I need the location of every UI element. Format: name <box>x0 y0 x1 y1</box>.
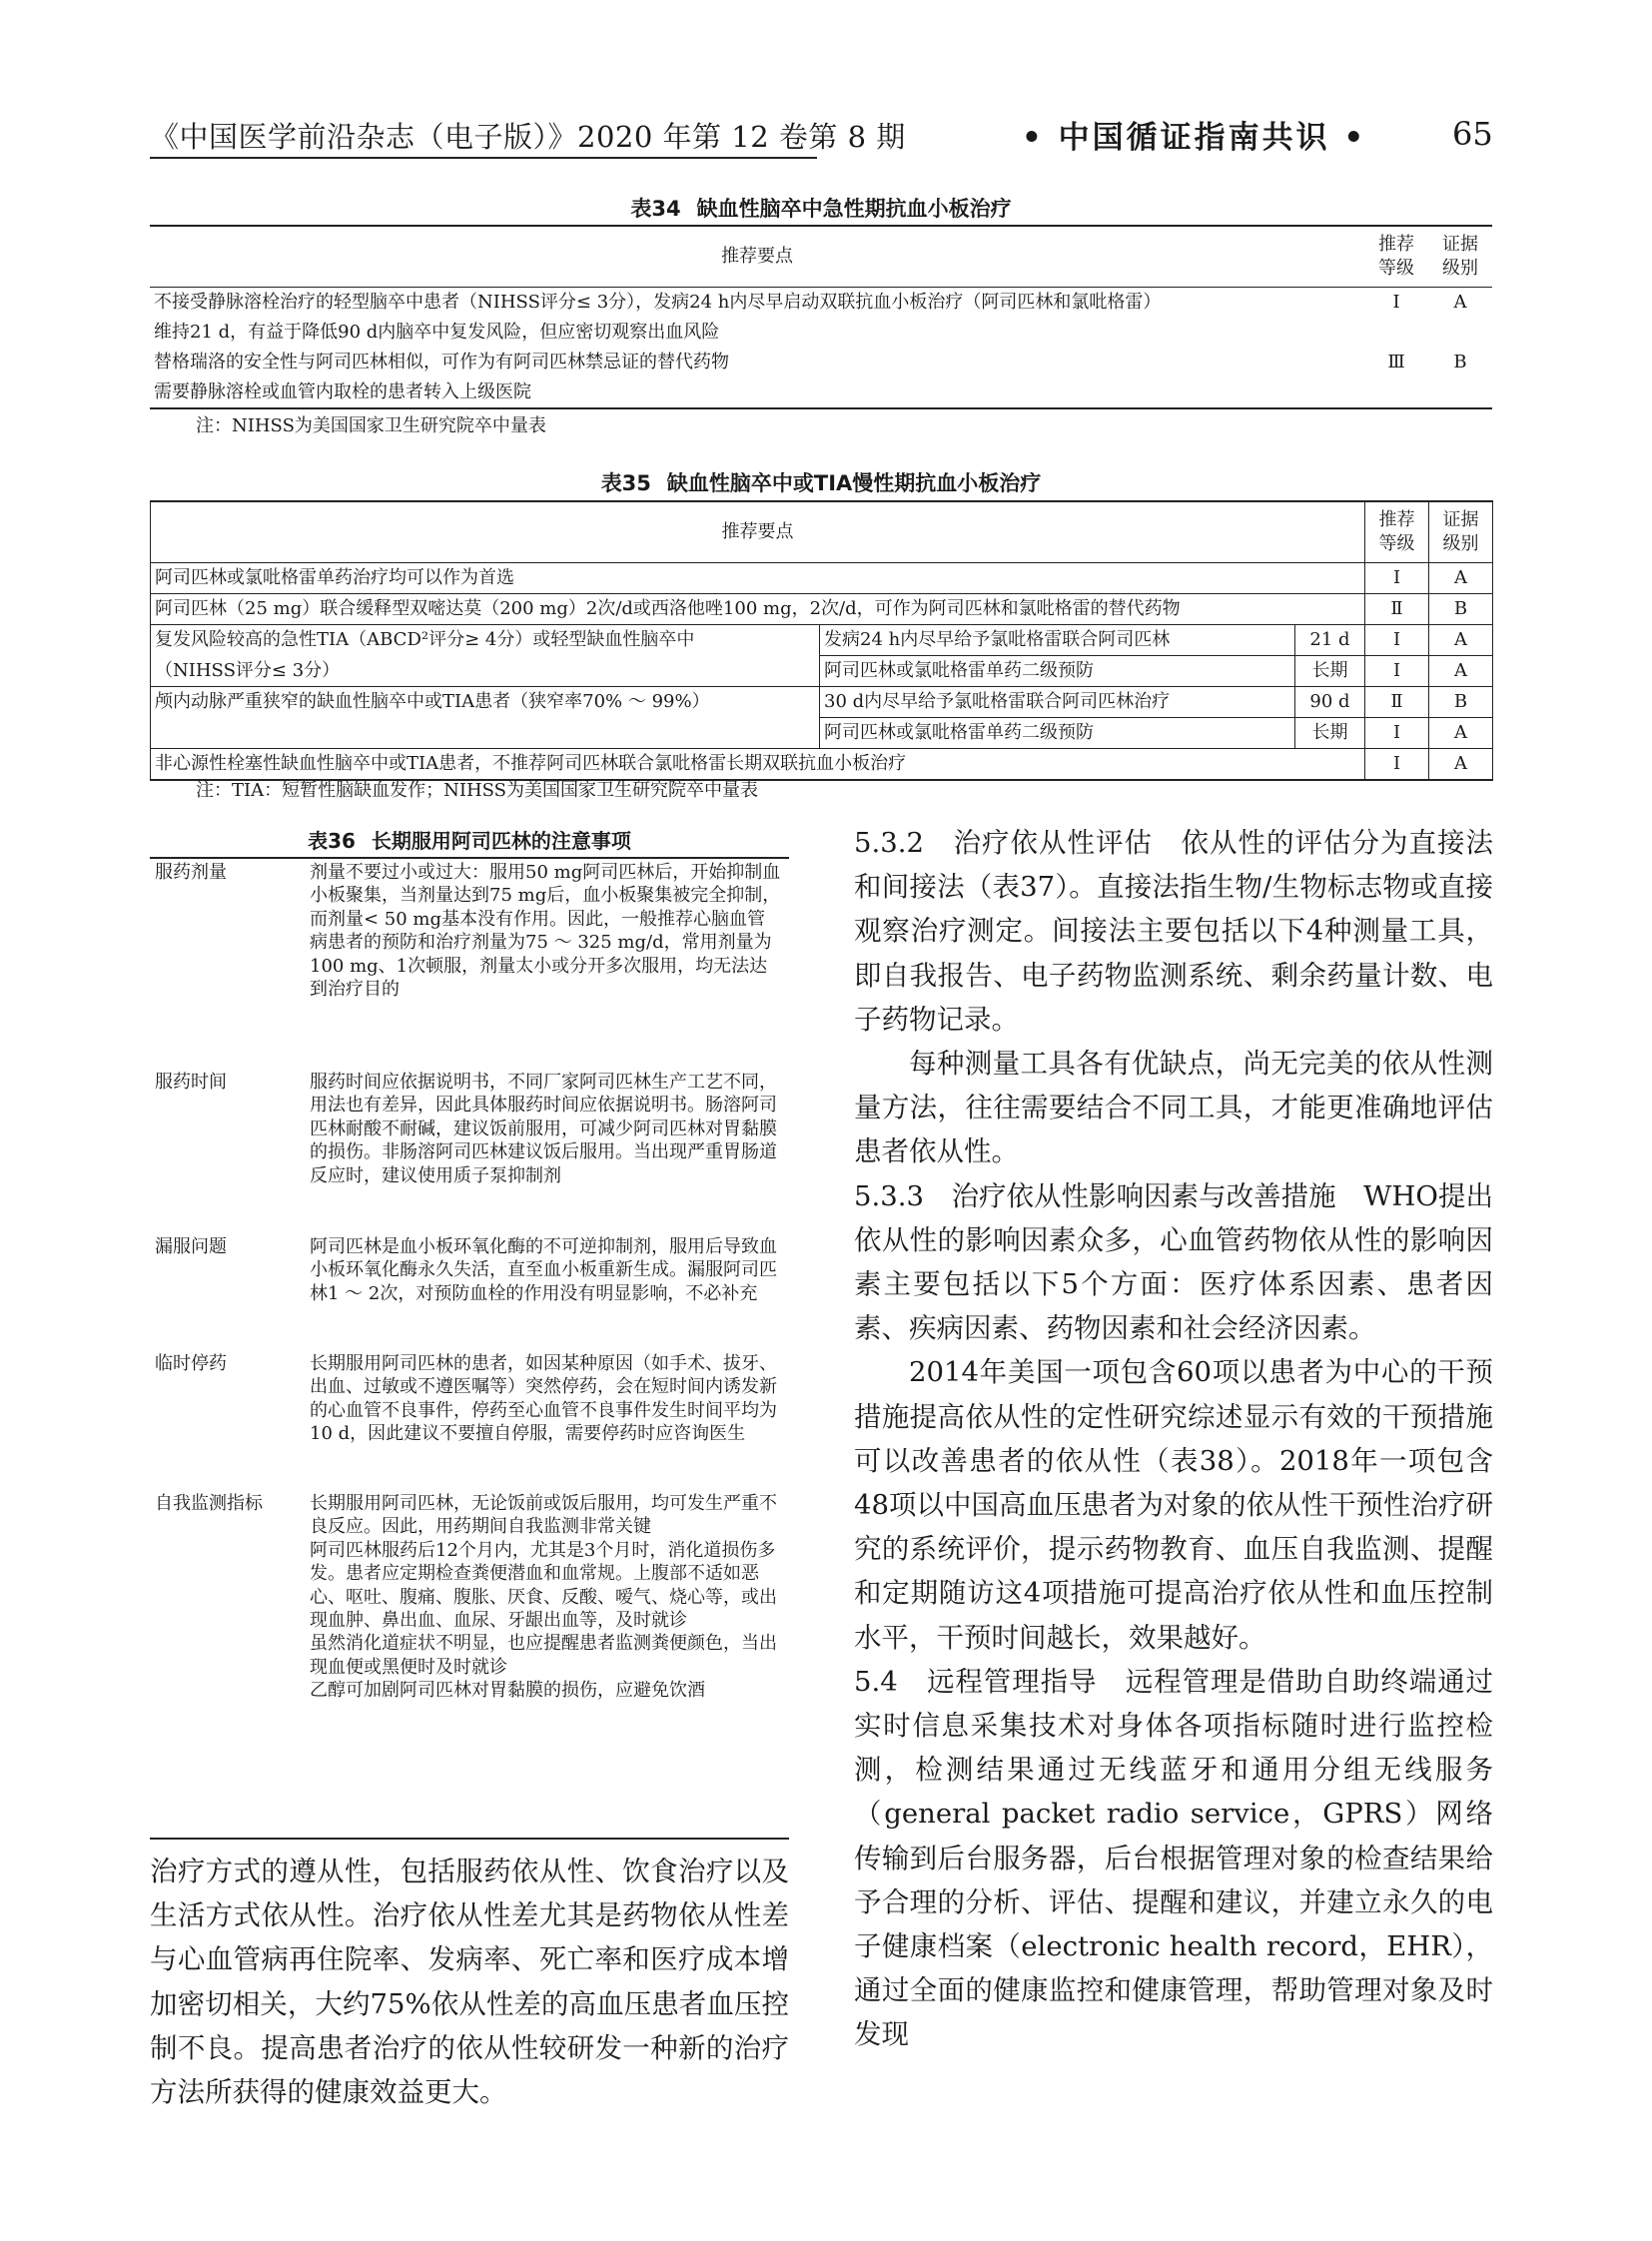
table-row <box>151 687 1493 718</box>
table34-cell: 维持21 d，有益于降低90 d内脑卒中复发风险，但应密切观察出血风险 <box>154 322 720 343</box>
table-row <box>155 861 782 1071</box>
table34-head-level: 推荐 等级 <box>1364 226 1428 288</box>
table34-title: 缺血性脑卒中急性期抗血小板治疗 <box>696 197 1012 221</box>
table35-cell: 非心源性栓塞性缺血性脑卒中或TIA患者，不推荐阿司匹林联合氯吡格雷长期双联抗血小板治疗 <box>151 749 1365 781</box>
table35-grade: A <box>1454 753 1467 774</box>
table35-grade: A <box>1429 718 1493 749</box>
table36-text: 阿司匹林服药后12个月内，尤其是3个月时，消化道损伤多发。患者应定期检查粪便潜血和血常规。上腹部不适如恶心、呕吐、腹痛、腹胀、厌食、反酸、嗳气、烧心等，或出现血肿、鼻出血、血尿、牙龈出血等，及时就诊 <box>310 1539 777 1632</box>
left-body-text <box>150 1850 789 2114</box>
table35-level: Ⅰ <box>1365 563 1429 594</box>
table35-cell: （NIHSS评分≤ 3分） <box>151 656 820 687</box>
section-5-3-2 <box>854 821 1493 1042</box>
table36-key: 漏服问题 <box>155 1236 227 1257</box>
table36-key: 服药剂量 <box>155 862 227 883</box>
table36-caption <box>150 825 789 854</box>
table35-level: Ⅰ <box>1365 749 1429 781</box>
table35-subcell: 阿司匹林或氯吡格雷单药二级预防 <box>820 718 1295 749</box>
table35-caption <box>150 467 1492 497</box>
table35-head-rec: 推荐要点 <box>151 501 1365 563</box>
table36-text: 剂量不要过小或过大：服用50 mg阿司匹林后，开始抑制血小板聚集，当剂量达到75 mg后，血小板聚集被完全抑制，而剂量< 50 mg基本没有作用。因此，一般推荐心脑血管病患者的预防和治疗剂量为75 ～ 325 mg/d，常用剂量为100 mg、1次顿服，剂量太小或分开多次服用，均无法达到治疗目的 <box>310 862 781 1001</box>
section-5-3-3 <box>854 1174 1493 1351</box>
table-row <box>155 1352 782 1492</box>
table36-text: 长期服用阿司匹林的患者，如因某种原因（如手术、拔牙、出血、过敏或不遵医嘱等）突然停药，会在短时间内诱发新的心血管不良事件，停药至心血管不良事件发生时间平均为10 d，因此建议不要擅自停服，需要停药时应咨询医生 <box>310 1353 777 1445</box>
table-row <box>155 1492 782 1703</box>
table34-head-grade: 证据 级别 <box>1428 226 1492 288</box>
table35-grade: A <box>1429 656 1493 687</box>
table35-header-row <box>151 501 1493 563</box>
table35-cell: 复发风险较高的急性TIA（ABCD²评分≥ 4分）或轻型缺血性脑卒中 <box>151 625 820 656</box>
page-number: 65 <box>1452 115 1493 153</box>
table35-level: Ⅰ <box>1365 656 1429 687</box>
table34-cell: 不接受静脉溶栓治疗的轻型脑卒中患者（NIHSS评分≤ 3分），发病24 h内尽早启动双联抗血小板治疗（阿司匹林和氯吡格雷） <box>154 292 1162 313</box>
section-heading: 5.3.2 治疗依从性评估 <box>854 827 1153 859</box>
table-row <box>150 377 1492 408</box>
table34-level: Ⅰ <box>1392 292 1400 313</box>
table35-grade: B <box>1429 594 1493 625</box>
table35-cell: 颅内动脉严重狭窄的缺血性脑卒中或TIA患者（狭窄率70% ～ 99%） <box>151 687 820 718</box>
paragraph: 远程管理是借助自助终端通过实时信息采集技术对身体各项指标随时进行监控检测，检测结果通过无线蓝牙和通用分组无线服务（general packet radio service，GPRS）网络传输到后台服务器，后台根据管理对象的检查结果给予合理的分析、评估、提醒和建议，并建立永久的电子健康档案（electronic health record，EHR），通过全面的健康监控和健康管理，帮助管理对象及时发现 <box>854 1665 1494 2051</box>
journal-header: 《中国医学前沿杂志（电子版）》2020 年第 12 卷第 8 期 <box>150 120 906 154</box>
table35-head-level: 推荐 等级 <box>1365 501 1429 563</box>
paragraph: 依从性的评估分为直接法和间接法（表37）。直接法指生物/生物标志物或直接观察治疗测定。间接法主要包括以下4种测量工具，即自我报告、电子药物监测系统、剩余药量计数、电子药物记录。 <box>854 827 1494 1036</box>
table35-subcell: 30 d内尽早给予氯吡格雷联合阿司匹林治疗 <box>820 687 1295 718</box>
table35 <box>150 500 1493 781</box>
table34-caption <box>150 193 1492 223</box>
table34-cell: 需要静脉溶栓或血管内取栓的患者转入上级医院 <box>154 381 531 402</box>
table34-grade <box>1428 318 1492 348</box>
table36-text: 长期服用阿司匹林，无论饭前或饭后服用，均可发生严重不良反应。因此，用药期间自我监测非常关键 <box>310 1493 777 1538</box>
table35-level: Ⅰ <box>1365 625 1429 656</box>
table35-cell: 阿司匹林（25 mg）联合缓释型双嘧达莫（200 mg）2次/d或西洛他唑100 mg，2次/d，可作为阿司匹林和氯吡格雷的替代药物 <box>151 594 1365 625</box>
table-row <box>151 625 1493 656</box>
table34-level <box>1364 377 1428 408</box>
table-row <box>151 718 1493 749</box>
table35-level: Ⅱ <box>1365 687 1429 718</box>
table34-cell: 替格瑞洛的安全性与阿司匹林相似，可作为有阿司匹林禁忌证的替代药物 <box>154 352 729 373</box>
table35-grade: A <box>1429 563 1493 594</box>
table34 <box>150 225 1492 409</box>
table34-header-row <box>150 226 1492 288</box>
right-column <box>854 821 1493 2057</box>
table35-duration: 长期 <box>1295 718 1365 749</box>
section-heading: 5.3.3 治疗依从性影响因素与改善措施 <box>854 1179 1336 1212</box>
paragraph: 每种测量工具各有优缺点，尚无完美的依从性测量方法，往往需要结合不同工具，才能更准确地评估患者依从性。 <box>854 1048 1493 1168</box>
table35-title: 缺血性脑卒中或TIA慢性期抗血小板治疗 <box>666 471 1042 495</box>
table35-grade: B <box>1429 687 1493 718</box>
table-row <box>151 594 1493 625</box>
table34-level <box>1364 318 1428 348</box>
table35-cell: 阿司匹林或氯吡格雷单药治疗均可以作为首选 <box>151 563 1365 594</box>
table36-text: 乙醇可加剧阿司匹林对胃黏膜的损伤，应避免饮酒 <box>310 1680 705 1702</box>
table36-text: 服药时间应依据说明书，不同厂家阿司匹林生产工艺不同，用法也有差异，因此具体服药时间应依据说明书。肠溶阿司匹林耐酸不耐碱，建议饭前服用，可减少阿司匹林对胃黏膜的损伤。非肠溶阿司匹林建议饭后服用。当出现严重胃肠道反应时，建议使用质子泵抑制剂 <box>310 1072 777 1186</box>
table34-grade <box>1428 377 1492 408</box>
table-row <box>155 1071 782 1235</box>
table35-duration: 长期 <box>1295 656 1365 687</box>
section-header: • 中国循证指南共识 • <box>1022 120 1367 156</box>
header-rule <box>150 157 817 159</box>
table-row <box>150 318 1492 348</box>
table36-title: 长期服用阿司匹林的注意事项 <box>371 829 631 853</box>
table34-grade: A <box>1453 292 1467 313</box>
section-5-4 <box>854 1660 1493 2057</box>
table34-head-rec: 推荐要点 <box>150 226 1364 288</box>
paragraph: 2014年美国一项包含60项以患者为中心的干预措施提高依从性的定性研究综述显示有效的干预措施可以改善患者的依从性（表38）。2018年一项包含48项以中国高血压患者为对象的依从性干预性治疗研究的系统评价，提示药物教育、血压自我监测、提醒和定期随访这4项措施可提高治疗依从性和血压控制水平，干预时间越长，效果越好。 <box>854 1356 1493 1654</box>
table35-number: 表35 <box>600 471 651 495</box>
table36-text: 虽然消化道症状不明显，也应提醒患者监测粪便颜色，当出现血便或黑便时及时就诊 <box>310 1633 777 1678</box>
table-row <box>151 656 1493 687</box>
table-row <box>150 288 1492 319</box>
table35-level: Ⅱ <box>1365 594 1429 625</box>
table34-level: Ⅲ <box>1387 352 1405 373</box>
table34-grade: B <box>1453 352 1467 373</box>
section-heading: 5.4 远程管理指导 <box>854 1665 1098 1698</box>
table35-duration: 90 d <box>1295 687 1365 718</box>
table36-number: 表36 <box>308 829 356 853</box>
table36-text-group <box>310 1492 782 1703</box>
table35-note: 注：TIA：短暂性脑缺血发作；NIHSS为美国国家卫生研究院卒中量表 <box>196 780 759 801</box>
table35-head-grade: 证据 级别 <box>1429 501 1493 563</box>
table36-key: 自我监测指标 <box>155 1493 263 1514</box>
table34-number: 表34 <box>630 197 681 221</box>
table-row <box>155 1235 782 1352</box>
table34-note: 注：NIHSS为美国国家卫生研究院卒中量表 <box>196 415 546 436</box>
paragraph: 治疗方式的遵从性，包括服药依从性、饮食治疗以及生活方式依从性。治疗依从性差尤其是药物依从性差与心血管病再住院率、发病率、死亡率和医疗成本增加密切相关，大约75%依从性差的高血压患者血压控制不良。提高患者治疗的依从性较研发一种新的治疗方法所获得的健康效益更大。 <box>150 1856 789 2109</box>
table35-grade: A <box>1429 625 1493 656</box>
table-row <box>151 563 1493 594</box>
table36-key: 服药时间 <box>155 1072 227 1093</box>
table35-subcell: 发病24 h内尽早给予氯吡格雷联合阿司匹林 <box>820 625 1295 656</box>
table35-duration: 21 d <box>1295 625 1365 656</box>
table36-key: 临时停药 <box>155 1353 227 1374</box>
table35-subcell: 阿司匹林或氯吡格雷单药二级预防 <box>820 656 1295 687</box>
table-row <box>150 348 1492 377</box>
table36-text: 阿司匹林是血小板环氧化酶的不可逆抑制剂，服用后导致血小板环氧化酶永久失活，直至血小板重新生成。漏服阿司匹林1 ～ 2次，对预防血栓的作用没有明显影响，不必补充 <box>310 1236 777 1304</box>
table35-level: Ⅰ <box>1365 718 1429 749</box>
paragraph: WHO提出依从性的影响因素众多，心血管药物依从性的影响因素主要包括以下5个方面：医疗体系因素、患者因素、疾病因素、药物因素和社会经济因素。 <box>854 1179 1493 1345</box>
table36 <box>155 861 782 1703</box>
